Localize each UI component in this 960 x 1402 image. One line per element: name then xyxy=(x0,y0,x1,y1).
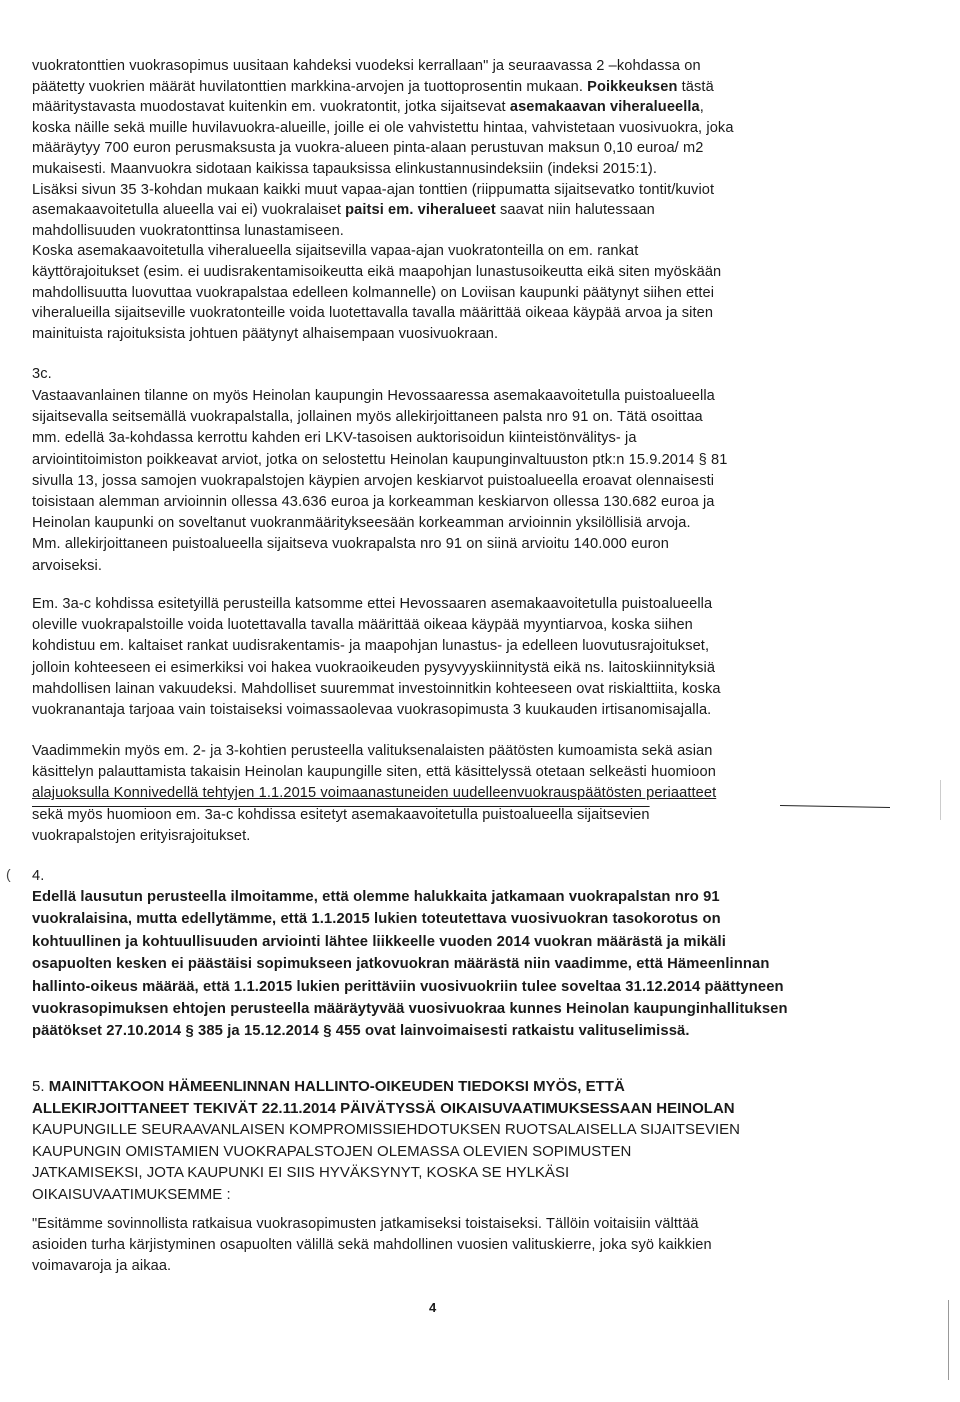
text-line: käsittelyn palauttamista takaisin Heinolan kaupungille siten, että käsittelyssä otetaan selkeästi huomioon xyxy=(32,764,716,781)
text-line: arvoiseksi. xyxy=(32,557,103,574)
text-line-underlined: alajuoksulla Konnivedellä tehtyjen 1.1.2015 voimaanastuneiden uudelleenvuokrauspäätösten periaatteet xyxy=(32,785,717,802)
text-line: määräytyy 700 euron perusmaksusta ja vuokra-alueen pinta-alaan perustuvan maksun 0,10 euroa/ m2 xyxy=(32,140,704,157)
section-5-number: 5. xyxy=(32,1078,45,1095)
text-line: asemakaavoitetulla alueella vai ei) vuokralaiset paitsi em. viheralueet saavat niin halutessaan xyxy=(32,202,655,219)
text-line: oleville vuokrapalstoille voida luotettavalla tavalla määrittää oikeaa käypää myyntiarvoa, koska siihen xyxy=(32,617,693,634)
text-line: Heinolan kaupunki on soveltanut vuokranmääritykseesään korkeamman arvioinnin yksilöllisiä arvoja. xyxy=(32,515,691,532)
section-5-heading xyxy=(32,1076,937,1206)
section-3c-heading: 3c. xyxy=(32,366,52,382)
text-line: kohdistuu em. kaltaiset rankat uudisrakentamis- ja maapohjan lunastus- ja edelleen luovutusrajoitukset, xyxy=(32,638,710,655)
text-line: Lisäksi sivun 35 3-kohdan mukaan kaikki muut vapaa-ajan tonttien (riippumatta sijaitsevatko tontit/kuviot xyxy=(32,181,715,198)
section-4-body xyxy=(32,886,937,1043)
text-line: KAUPUNGILLE SEURAAVANLAISEN KOMPROMISSIEHDOTUKSEN RUOTSALAISELLA SIJAITSEVIEN xyxy=(32,1121,740,1139)
text-line: 5. MAINITTAKOON HÄMEENLINNAN HALLINTO-OIKEUDEN TIEDOKSI MYÖS, ETTÄ xyxy=(32,1078,625,1095)
text-line: kohtuullinen ja kohtuullisuuden arviointi lähtee liikkeelle vuoden 2014 vuokran määrästä ja mikäli xyxy=(32,933,726,950)
paragraph-vaadimmekin xyxy=(32,741,937,847)
text-line: mahdollisuuden vuokratonttinsa lunastamiseen. xyxy=(32,222,344,239)
text-line: asioiden turha kärjistyminen osapuolten välillä sekä mahdollinen vuosien valituskierre, joka syö kaikkien xyxy=(32,1237,712,1254)
bold-phrase: Poikkeuksen xyxy=(587,78,678,95)
text-line: mm. edellä 3a-kohdassa kerrottu kahden eri LKV-tasoisen auktorisoidun kiinteistönvälitys- ja xyxy=(32,430,637,447)
margin-bracket-mark: ( xyxy=(6,866,11,882)
text-line: Edellä lausutun perusteella ilmoitamme, että olemme halukkaita jatkamaan vuokrapalstan nro 91 xyxy=(32,889,720,905)
text-line: OIKAISUVAATIMUKSEMME : xyxy=(32,1185,231,1203)
bold-phrase: asemakaavan viheralueella xyxy=(509,99,700,116)
text-line: KAUPUNGIN OMISTAMIEN VUOKRAPALSTOJEN OLEMASSA OLEVIEN SOPIMUSTEN xyxy=(32,1142,632,1160)
text-line: arviointitoimiston poikkeavat arviot, jotka on selostettu Heinolan kaupunginvaltuuston ptk:n 15.9.2014 § 81 xyxy=(32,451,728,468)
text-line: viheralueilla sijaitseville vuokratonteille voida luotettavalla tavalla määrittää oikeaa käypää arvoa ja siten xyxy=(32,305,714,322)
text-line: voimavaroja ja aikaa. xyxy=(32,1258,172,1275)
text-line: Mm. allekirjoittaneen puistoalueella sijaitseva vuokrapalsta nro 91 on siinä arvioitu 140.000 euron xyxy=(32,536,669,553)
text-line: osapuolten kesken ei päästäisi sopimukseen jatkovuokran määrästä niin vaadimme, että Hämeenlinnan xyxy=(32,956,770,973)
section-4-heading: 4. xyxy=(32,868,45,884)
text-line: JATKAMISEKSI, JOTA KAUPUNKI EI SIIS HYVÄKSYNYT, KOSKA SE HYLKÄSI xyxy=(32,1164,570,1182)
text-line: mainituista rajoituksista johtuen päätynyt alhaisempaan vuosivuokraan. xyxy=(32,325,499,342)
text-line: Em. 3a-c kohdissa esitetyillä perusteilla katsomme ettei Hevossaaren asemakaavoitetulla puistoalueella xyxy=(32,596,713,612)
text-line: mukaisesti. Maanvuokra sidotaan kaikissa tapauksissa elinkustannusindeksiin (indeksi 2015:1). xyxy=(32,160,657,177)
text-line: päätökset 27.10.2014 § 385 ja 15.12.2014 § 455 ovat lainvoimaisesti ratkaistu valituselimissä. xyxy=(32,1023,690,1040)
text-line: mahdollisuutta luovuttaa vuokrapalstaa edelleen kolmannelle) on Loviisan kaupunki päätynyt siihen ettei xyxy=(32,284,715,301)
text-line: vuokratonttien vuokrasopimus uusitaan kahdeksi vuodeksi kerrallaan" ja seuraavassa 2 –kohdassa on xyxy=(32,58,701,74)
text-line: käyttörajoitukset (esim. ei uudisrakentamisoikeutta eikä maapohjan lunastusoikeutta eikä siten myöskään xyxy=(32,263,722,280)
text-line: vuokralaisina, mutta edellytämme, että 1.1.2015 lukien toteutettava vuosivuokran tasokorotus on xyxy=(32,911,721,928)
text-line: päätetty vuokrien määrät huvilatonttien markkina-arvojen ja tuottoprosentin mukaan. Poikkeuksen tästä xyxy=(32,78,714,95)
text-line-overlined: sekä myös huomioon em. 3a-c kohdissa esitetyt asemakaavoitetulla puistoalueella sijaitsevien xyxy=(32,806,650,823)
page-number: 4 xyxy=(429,1300,437,1315)
text-line: Koska asemakaavoitetulla viheralueella sijaitsevilla vapaa-ajan vuokratonteilla on em. rankat xyxy=(32,243,639,260)
text-line: vuokrapalstojen erityisrajoitukset. xyxy=(32,827,251,844)
text-line: määritystavasta muodostavat kuitenkin em. vuokratontit, jotka sijaitsevat asemakaavan viheralueella, xyxy=(32,99,704,116)
text-line: Vastaavanlainen tilanne on myös Heinolan kaupungin Hevossaaressa asemakaavoitetulla puistoalueella xyxy=(32,388,715,404)
text-line: sijaitsevalla seitsemällä vuokrapalstalla, jollainen myös allekirjoittaneen palsta nro 91 on. Tätä osoittaa xyxy=(32,409,703,426)
text-line: Vaadimmekin myös em. 2- ja 3-kohtien perusteella valituksenalaisten päätösten kumoamista sekä asian xyxy=(32,743,713,759)
text-line: hallinto-oikeus määrää, että 1.1.2015 lukien perittäviin vuosivuokriin tulee soveltaa 31.12.2014 päättyneen xyxy=(32,978,784,995)
scan-edge-artifact xyxy=(940,780,941,820)
scan-edge-artifact xyxy=(948,1300,949,1380)
text-line: mahdollisen lainan vakuudeksi. Mahdolliset suuremmat investoinnitkin kohteeseen ovat riskialttiita, koska xyxy=(32,680,721,697)
quote-compromise xyxy=(32,1214,937,1278)
text-line: vuokranantaja tarjoaa vain toistaiseksi voimassaolevaa vuokrasopimusta 3 kuukauden irtisanomisajalla. xyxy=(32,702,712,719)
text-line: "Esitämme sovinnollista ratkaisua vuokrasopimusten jatkamiseksi toistaiseksi. Tällöin voitaisiin välttää xyxy=(32,1216,699,1232)
text-line: koska näille sekä muille huvilavuokra-alueille, joille ei ole vahvistettu hintaa, vahvistetaan vuosivuokra, joka xyxy=(32,119,734,136)
paragraph-lease-terms xyxy=(32,56,937,344)
text-line: ALLEKIRJOITTANEET TEKIVÄT 22.11.2014 PÄIVÄTYSSÄ OIKAISUVAATIMUKSESSAAN HEINOLAN xyxy=(32,1099,735,1117)
text-line: toisistaan alemman arvioinnin ollessa 43.636 euroa ja korkeamman keskiarvon ollessa 130.682 euroa ja xyxy=(32,494,715,511)
bold-phrase: paitsi em. viheralueet xyxy=(345,202,496,219)
text-line: vuokrasopimuksen ehtojen perusteella määräytyvää vuosivuokraa kunnes Heinolan kaupunginhallituksen xyxy=(32,1001,788,1018)
text-line: sivulla 13, jossa samojen vuokrapalstojen käypien arvojen keskiarvot puistoalueella eroavat olennaisesti xyxy=(32,472,715,489)
paragraph-em xyxy=(32,594,937,721)
text-line: jolloin kohteeseen ei esimerkiksi voi hakea vuokraoikeuden pysyvyyskiinnitystä eikä ns. laitoskiinnityksiä xyxy=(32,659,716,676)
section-3c-body xyxy=(32,386,937,577)
